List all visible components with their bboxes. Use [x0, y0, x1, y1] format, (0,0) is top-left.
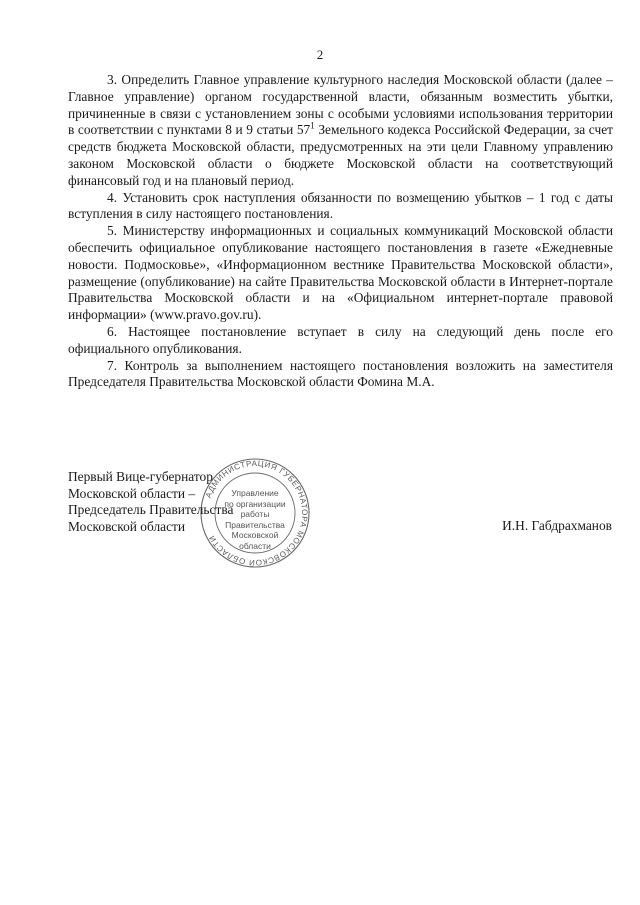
paragraph-7: 7. Контроль за выполнением настоящего постановления возложить на заместителя Председателя Правительства Московской области Фомина М.А.: [68, 357, 613, 390]
superscript: 1: [310, 120, 315, 131]
signature-line: Председатель Правительства: [68, 502, 234, 518]
paragraph-6: 6. Настоящее постановление вступает в силу на следующий день после его официального опубликования.: [68, 323, 613, 356]
stamp-ring-text: АДМИНИСТРАЦИЯ ГУБЕРНАТОРА МОСКОВСКОЙ ОБЛАСТИ: [203, 458, 310, 568]
page-number: 2: [316, 47, 324, 62]
signature-line: Московской области –: [68, 485, 196, 501]
paragraph-3: 3. Определить Главное управление культурного наследия Московской области (далее – Главное управление) органом государственной власти, обязанным возместить убытки, причиненные в связи с установлением зоны с особыми условиями использования территории в соответствии с пунктами 8 и 9 статьи $57^1$ Земельного кодекса Российской Федерации, за счет средств бюджета Московской области, предусмотренных на эти цели Главному управлению законом Московской области о бюджете Московской области на соответствующий финансовый год и на плановый период.: [68, 72, 613, 188]
signature-position: [68, 469, 233, 535]
document-body: [68, 72, 613, 391]
paragraph-5: 5. Министерству информационных и социальных коммуникаций Московской области обеспечить официальное опубликование настоящего постановления в газете «Ежедневные новости. Подмосковье», «Информационном вестнике Правительства Московской области», размещение (опубликование) на сайте Правительства Московской области в Интернет-портале Правительства Московской области и на «Официальном интернет-портале правовой информации» (www.pravo.gov.ru).: [68, 223, 613, 323]
signature-line: Московской области: [68, 518, 186, 534]
signature-line: Первый Вице-губернатор: [68, 469, 213, 484]
paragraph-4: 4. Установить срок наступления обязанности по возмещению убытков – 1 год с даты вступления в силу настоящего постановления.: [68, 189, 613, 222]
stamp-center-text: Управление по организации работы Правительства Московской области: [224, 488, 286, 551]
signer-name: И.Н. Габдрахманов: [502, 518, 612, 533]
